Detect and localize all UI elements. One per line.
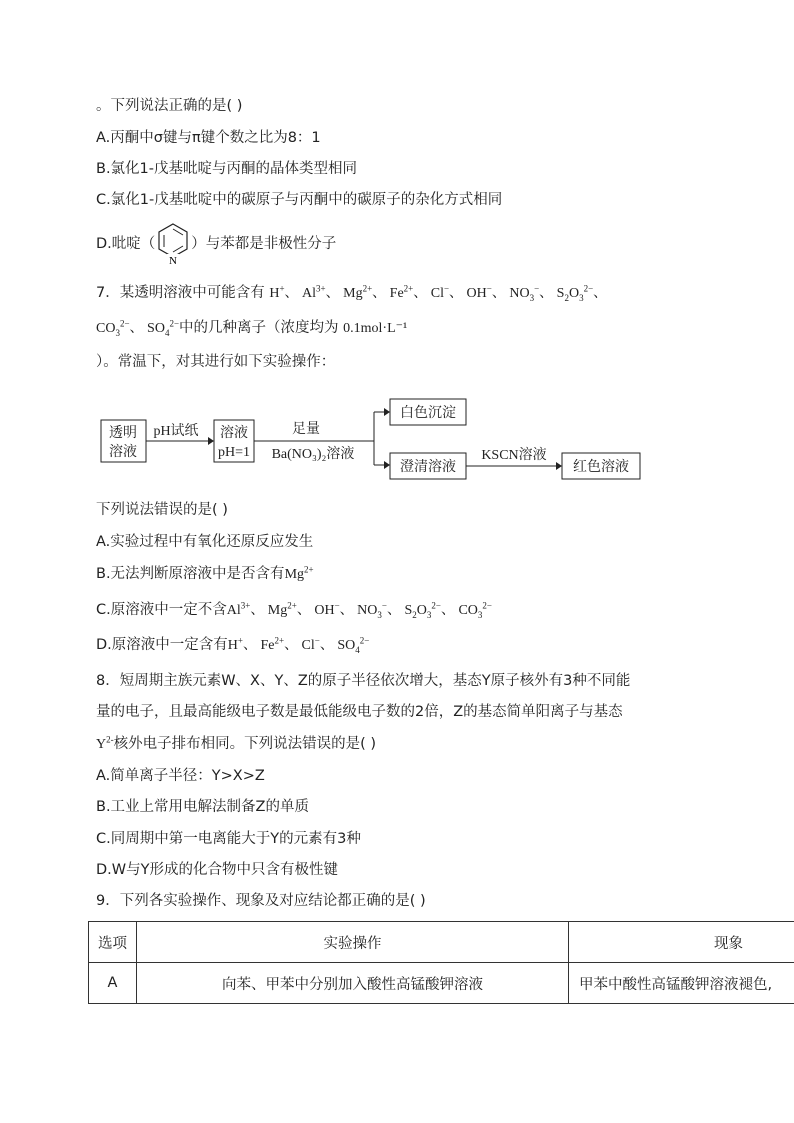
- q7-stem-line2: $CO_3^{2-}$、 $SO_4^{2-}$中的几种离子（浓度均为 0.1mol·L⁻¹: [96, 318, 408, 338]
- q9-table: [88, 921, 794, 1004]
- flow-start-line1: 透明: [109, 426, 137, 441]
- table-header-phenomenon: 现象: [569, 922, 794, 963]
- q6-option-d: D.吡啶（ N ）与苯都是非极性分子: [96, 219, 336, 269]
- q9-stem: 9．下列各实验操作、现象及对应结论都正确的是( ): [96, 893, 426, 909]
- q8-stem-line2: 量的电子，且最高能级电子数是最低能级电子数的2倍，Z的基态简单阳离子与基态: [96, 704, 623, 720]
- flow-result-final: 红色溶液: [573, 460, 629, 475]
- q7-option-a: A.实验过程中有氧化还原反应发生: [96, 534, 314, 550]
- flow-result-top: 白色沉淀: [400, 406, 456, 421]
- flow-box2-line1: 溶液: [220, 426, 248, 441]
- q7-option-c: C.原溶液中一定不含$Al^{3+}$、 $Mg^{2+}$、 OH−、 $NO_3^-$、 $S_2O_3^{2-}$、 $CO_3^{2-}$: [96, 600, 492, 620]
- table-row: [89, 963, 794, 1004]
- q8-stem-line3: $Y^{2-}$核外电子排布相同。下列说法错误的是( ): [96, 734, 377, 752]
- flow-step2-top: 足量: [292, 422, 320, 437]
- table-header-option: 选项: [89, 922, 137, 963]
- q7-option-d: D.原溶液中一定含有H+、 $Fe^{2+}$、 Cl−、 $SO_4^{2-}$: [96, 635, 370, 655]
- table-cell-option: A: [89, 963, 137, 1004]
- flow-step2-bottom: Ba(NO₃)₂溶液: [271, 447, 355, 462]
- flow-box2-line2: pH=1: [217, 445, 251, 460]
- concentration: 0.1mol·L⁻¹: [343, 321, 408, 336]
- q8-option-b: B.工业上常用电解法制备Z的单质: [96, 799, 309, 815]
- flow-step1-label: pH试纸: [153, 424, 199, 439]
- flow-step3-label: KSCN溶液: [481, 448, 547, 463]
- q7-question: 下列说法错误的是( ): [96, 502, 228, 518]
- experiment-flow-diagram: [96, 395, 656, 490]
- q8-option-a: A.简单离子半径：Y>X>Z: [96, 768, 265, 784]
- ion-list-1: H+、 $Al^{3+}$、 $Mg^{2+}$、 $Fe^{2+}$、 Cl−、 OH−、 $NO_3^-$、 $S_2O_3^{2-}$、: [269, 283, 608, 303]
- pyridine-n-label: N: [169, 255, 178, 267]
- table-cell-operation: 向苯、甲苯中分别加入酸性高锰酸钾溶液: [137, 963, 569, 1004]
- ion-list-2: $CO_3^{2-}$、 $SO_4^{2-}$: [96, 318, 180, 338]
- q7-stem-line3: ）。常温下，对其进行如下实验操作：: [96, 354, 336, 370]
- q7-option-b: B.无法判断原溶液中是否含有$Mg^{2+}$: [96, 564, 314, 582]
- pyridine-structure-icon: [155, 221, 191, 267]
- flow-start-line2: 溶液: [109, 445, 137, 460]
- q6-option-a: A.丙酮中σ键与π键个数之比为8：1: [96, 130, 321, 146]
- q6-option-b: B.氯化1-戊基吡啶与丙酮的晶体类型相同: [96, 161, 358, 177]
- flow-result-mid: 澄清溶液: [400, 460, 456, 475]
- table-header-row: [89, 922, 794, 963]
- table-header-operation: 实验操作: [137, 922, 569, 963]
- q6-stem: 。下列说法正确的是( ): [96, 98, 243, 114]
- q8-stem-line1: 8．短周期主族元素W、X、Y、Z的原子半径依次增大，基态Y原子核外有3种不同能: [96, 673, 631, 689]
- q7-stem-line1: 7．某透明溶液中可能含有 H+、 $Al^{3+}$、 $Mg^{2+}$、 $Fe^{2+}$、 Cl−、 OH−、 $NO_3^-$、 $S_2O_3^{2-}$、: [96, 283, 608, 303]
- q6-option-c: C.氯化1-戊基吡啶中的碳原子与丙酮中的碳原子的杂化方式相同: [96, 192, 503, 208]
- table-cell-phenomenon: 甲苯中酸性高锰酸钾溶液褪色,: [569, 963, 794, 1004]
- q8-option-c: C.同周期中第一电离能大于Y的元素有3种: [96, 831, 361, 847]
- q8-option-d: D.W与Y形成的化合物中只含有极性键: [96, 862, 338, 878]
